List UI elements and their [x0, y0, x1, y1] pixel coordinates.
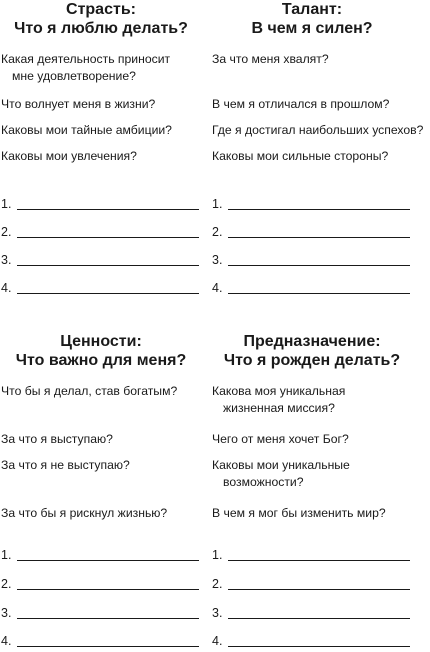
question-1: Что бы я делал, став богатым?	[1, 384, 178, 398]
question-2: В чем я отличался в прошлом?	[212, 97, 390, 111]
section-title: Ценности: Что важно для меня?	[15, 333, 187, 369]
answer-line-2[interactable]: 2.	[1, 223, 199, 243]
section-title: Талант: В чем я силен?	[251, 1, 373, 37]
answer-line-4[interactable]: 4.	[1, 632, 199, 652]
answer-line-1[interactable]: 1.	[1, 546, 199, 566]
question-4: Каковы мои увлечения?	[1, 149, 137, 163]
question-3: Где я достигал наибольших успехов?	[212, 123, 424, 137]
answer-line-3[interactable]: 3.	[212, 604, 410, 624]
question-2: Что волнует меня в жизни?	[1, 97, 156, 111]
answer-line-2[interactable]: 2.	[212, 575, 410, 595]
section-title: Страсть: Что я люблю делать?	[14, 1, 188, 37]
answer-line-3[interactable]: 3.	[1, 251, 199, 271]
question-1: Какова моя уникальная жизненная миссия?	[212, 384, 346, 415]
question-3: За что я не выступаю?	[1, 458, 130, 472]
answer-line-4[interactable]: 4.	[1, 279, 199, 299]
answer-line-4[interactable]: 4.	[212, 632, 410, 652]
answer-line-1[interactable]: 1.	[212, 546, 410, 566]
answer-line-1[interactable]: 1.	[212, 195, 410, 215]
answer-line-1[interactable]: 1.	[1, 195, 199, 215]
answer-line-2[interactable]: 2.	[212, 223, 410, 243]
question-2: Чего от меня хочет Бог?	[212, 432, 349, 446]
question-4: В чем я мог бы изменить мир?	[212, 506, 386, 520]
question-4: За что бы я рискнул жизнью?	[1, 506, 168, 520]
question-1: Какая деятельность приносит мне удовлетворение?	[1, 52, 171, 83]
section-title: Предназначение: Что я рожден делать?	[223, 333, 401, 369]
answer-line-3[interactable]: 3.	[212, 251, 410, 271]
question-2: За что я выступаю?	[1, 432, 113, 446]
question-4: Каковы мои сильные стороны?	[212, 149, 389, 163]
answer-line-2[interactable]: 2.	[1, 575, 199, 595]
question-1: За что меня хвалят?	[212, 52, 329, 66]
answer-line-3[interactable]: 3.	[1, 604, 199, 624]
question-3: Каковы мои уникальные возможности?	[212, 458, 350, 489]
answer-line-4[interactable]: 4.	[212, 279, 410, 299]
question-3: Каковы мои тайные амбиции?	[1, 123, 172, 137]
